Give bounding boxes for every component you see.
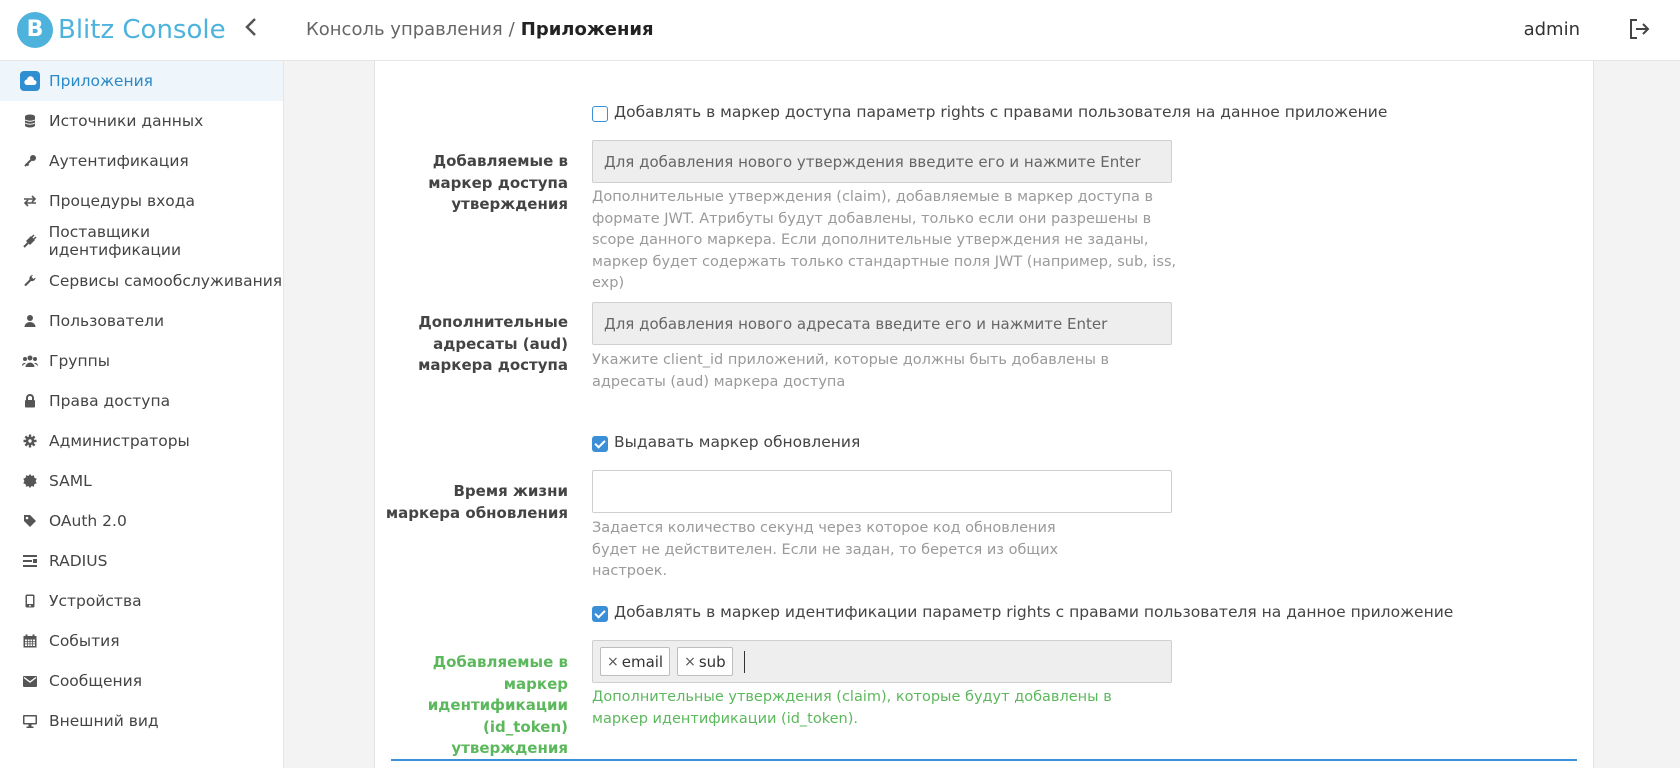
wrench-icon xyxy=(20,271,40,291)
tag-email: × email xyxy=(600,647,670,676)
plug-icon xyxy=(20,231,40,251)
server-icon xyxy=(20,551,40,571)
sidebar-item-label: RADIUS xyxy=(49,552,108,570)
sidebar-item-radius[interactable] xyxy=(0,541,283,581)
envelope-icon xyxy=(20,671,40,691)
access-claims-input[interactable] xyxy=(592,140,1172,183)
database-icon xyxy=(20,111,40,131)
refresh-token-checkbox[interactable] xyxy=(592,436,608,452)
sidebar-item-administrators[interactable] xyxy=(0,421,283,461)
sidebar-item-devices[interactable] xyxy=(0,581,283,621)
sidebar-item-appearance[interactable] xyxy=(0,701,283,741)
rights-access-checkbox[interactable] xyxy=(592,106,608,122)
sidebar-item-label: Группы xyxy=(49,352,110,370)
sidebar-item-label: Устройства xyxy=(49,592,142,610)
key-icon xyxy=(20,151,40,171)
sidebar-item-groups[interactable] xyxy=(0,341,283,381)
refresh-token-label[interactable]: Выдавать маркер обновления xyxy=(614,433,861,451)
calendar-icon xyxy=(20,631,40,651)
sidebar xyxy=(0,61,284,768)
chevron-left-icon[interactable] xyxy=(244,16,258,46)
user-name[interactable]: admin xyxy=(1523,19,1580,40)
section-divider xyxy=(391,759,1577,761)
sidebar-item-label: Администраторы xyxy=(49,432,190,450)
sidebar-item-label: Сервисы самообслуживания xyxy=(49,272,283,290)
sidebar-item-label: Процедуры входа xyxy=(49,192,195,210)
gear-icon xyxy=(20,431,40,451)
mobile-icon xyxy=(20,591,40,611)
audiences-label: Дополнительные адресаты (aud) маркера доступа xyxy=(418,313,568,374)
sidebar-item-label: Приложения xyxy=(49,72,153,90)
access-claims-label: Добавляемые в маркер доступа утверждения xyxy=(428,152,568,213)
refresh-lifetime-label: Время жизни маркера обновления xyxy=(385,482,568,522)
id-claims-tags-input[interactable] xyxy=(592,640,1172,683)
sidebar-item-label: Аутентификация xyxy=(49,152,189,170)
sidebar-item-label: Сообщения xyxy=(49,672,143,690)
id-claims-help: Дополнительные утверждения (claim), которые будут добавлены в маркер идентификации (id_token). xyxy=(592,689,1112,727)
sidebar-item-self-services[interactable] xyxy=(0,261,283,301)
tag-remove-icon[interactable]: × xyxy=(607,653,619,670)
lock-icon xyxy=(20,391,40,411)
cloud-icon xyxy=(20,71,40,91)
exchange-icon xyxy=(20,191,40,211)
sign-out-icon[interactable] xyxy=(1628,16,1650,42)
id-claims-label: Добавляемые в маркер идентификации (id_token) утверждения xyxy=(427,653,568,757)
tag-remove-icon[interactable]: × xyxy=(684,653,696,670)
sidebar-item-label: SAML xyxy=(49,472,92,490)
logo-icon[interactable]: B xyxy=(17,12,53,48)
breadcrumb-separator: / xyxy=(508,19,515,40)
page-title: Приложения xyxy=(520,19,654,40)
certificate-icon xyxy=(20,471,40,491)
brand-name[interactable]: Blitz Console xyxy=(58,15,226,45)
sidebar-item-label: События xyxy=(49,632,120,650)
sidebar-item-login-procedures[interactable] xyxy=(0,181,283,221)
sidebar-item-access-rights[interactable] xyxy=(0,381,283,421)
sidebar-item-label: Внешний вид xyxy=(49,712,159,730)
access-claims-help: Дополнительные утверждения (claim), добавляемые в маркер доступа в формате JWT. Атрибуты будут добавлены, только если они разрешены в scope данного маркера. Если дополнительные утверждения не заданы, маркер будет содержать только стандартные поля JWT (например, sub, iss, exp) xyxy=(592,189,1177,291)
sidebar-item-oauth[interactable] xyxy=(0,501,283,541)
rights-access-label[interactable]: Добавлять в маркер доступа параметр rights с правами пользователя на данное приложение xyxy=(614,103,1388,121)
sidebar-item-messages[interactable] xyxy=(0,661,283,701)
sidebar-item-label: Источники данных xyxy=(49,112,204,130)
sidebar-item-applications[interactable] xyxy=(0,61,283,101)
user-icon xyxy=(20,311,40,331)
sidebar-item-label: Права доступа xyxy=(49,392,171,410)
breadcrumb xyxy=(306,18,654,42)
users-icon xyxy=(20,351,40,371)
sidebar-item-label: Пользователи xyxy=(49,312,165,330)
sidebar-item-users[interactable] xyxy=(0,301,283,341)
tag-icon xyxy=(20,511,40,531)
rights-id-label[interactable]: Добавлять в маркер идентификации параметр rights с правами пользователя на данное приложение xyxy=(614,603,1454,621)
content-panel xyxy=(374,61,1594,768)
refresh-lifetime-input[interactable] xyxy=(592,470,1172,513)
audiences-input[interactable] xyxy=(592,302,1172,345)
breadcrumb-parent[interactable]: Консоль управления xyxy=(306,19,503,40)
tag-sub: × sub xyxy=(677,647,733,676)
desktop-icon xyxy=(20,711,40,731)
sidebar-item-label: Поставщики идентификации xyxy=(48,223,182,259)
text-cursor xyxy=(744,651,745,673)
sidebar-item-data-sources[interactable] xyxy=(0,101,283,141)
sidebar-item-authentication[interactable] xyxy=(0,141,283,181)
refresh-lifetime-help: Задается количество секунд через которое код обновления будет не действителен. Если не задан, то берется из общих настроек. xyxy=(592,520,1059,579)
sidebar-item-label: OAuth 2.0 xyxy=(49,512,127,530)
sidebar-item-identity-providers[interactable] xyxy=(0,221,283,261)
top-bar xyxy=(0,0,1680,61)
audiences-help: Укажите client_id приложений, которые должны быть добавлены в адресаты (aud) маркера доступа xyxy=(592,352,1110,390)
sidebar-item-saml[interactable] xyxy=(0,461,283,501)
sidebar-item-events[interactable] xyxy=(0,621,283,661)
rights-id-checkbox[interactable] xyxy=(592,606,608,622)
